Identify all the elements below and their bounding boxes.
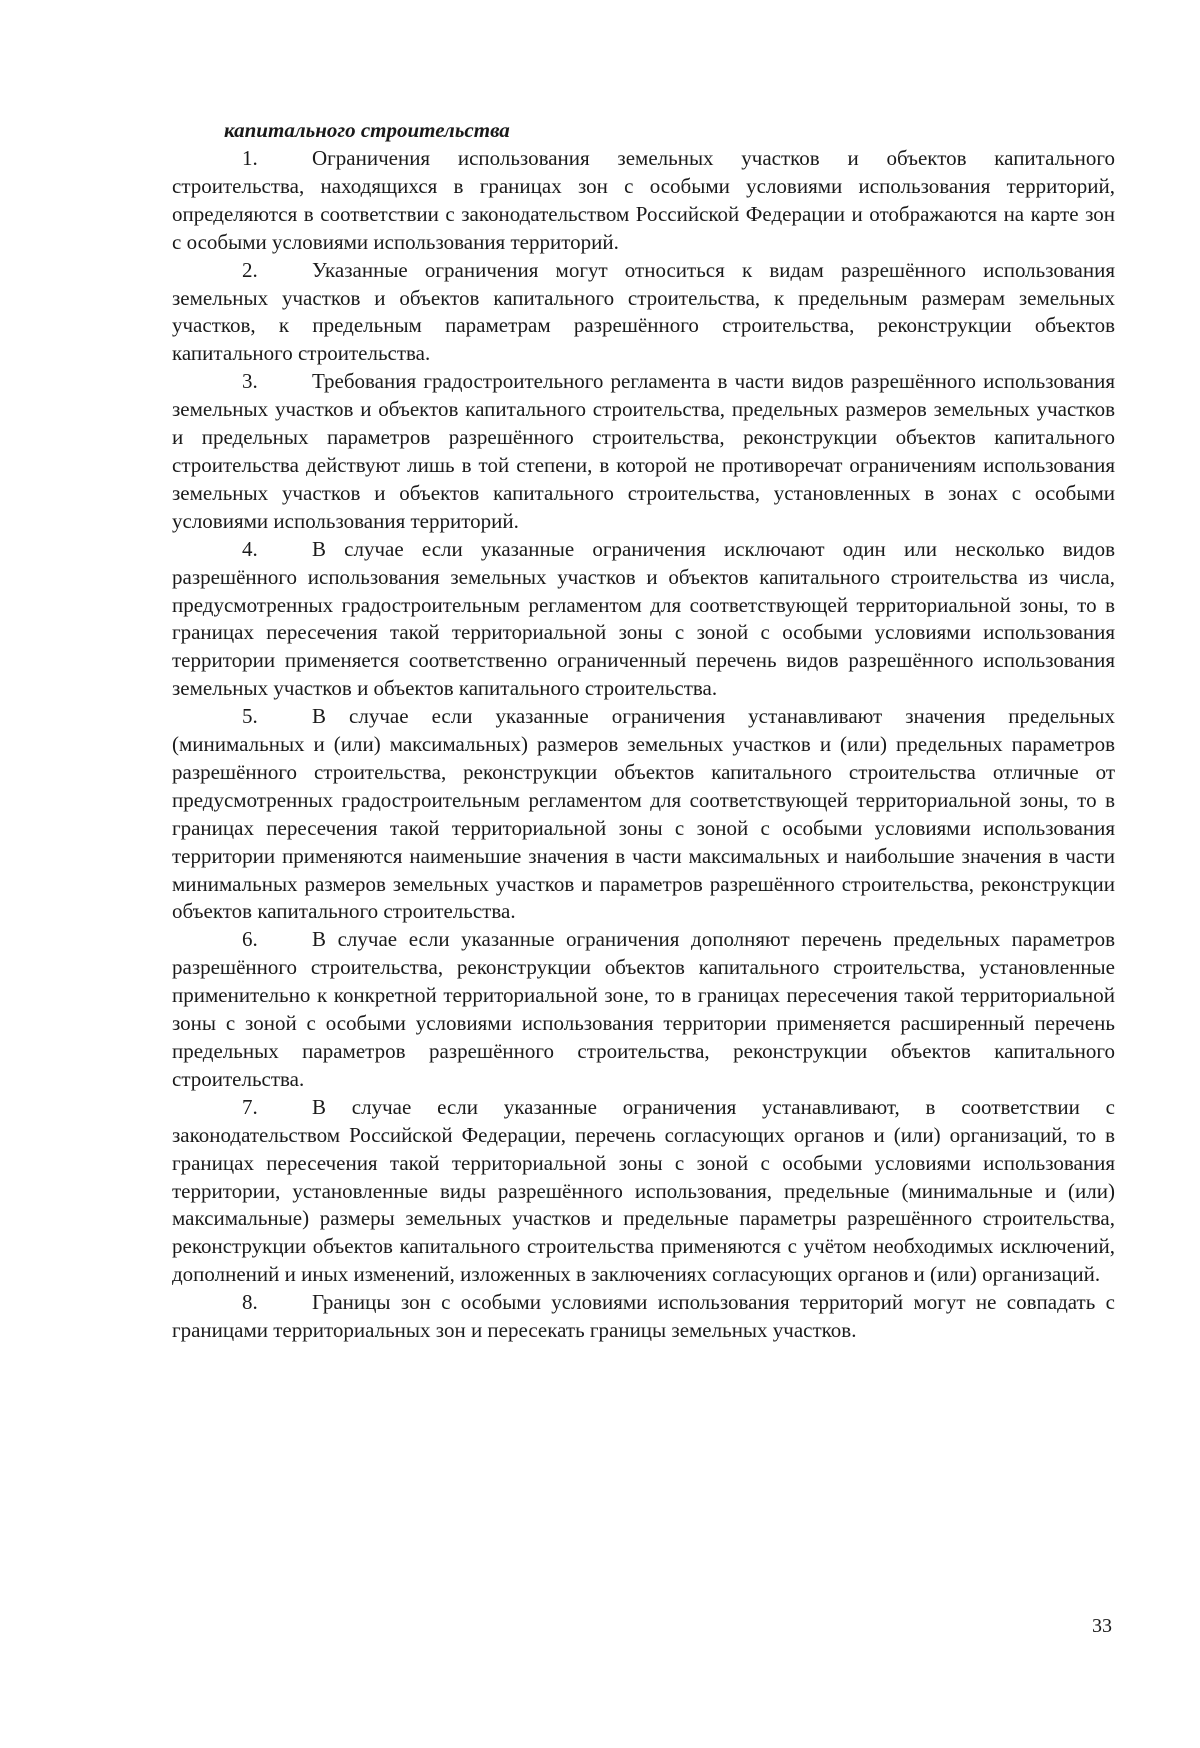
section-heading: капитального строительства [224,118,510,142]
paragraph-text: Границы зон с особыми условиями использования территорий могут не совпадать с границами территориальных зон и пересекать границы земельных участков. [172,1290,1115,1343]
paragraph-8 [172,1289,1115,1345]
paragraph-text: Указанные ограничения могут относиться к видам разрешённого использования земельных участков и объектов капитального строительства, к предельным размерам земельных участков, к предельным параметрам разрешённого строительства, реконструкции объектов капитального строительства. [172,257,1115,366]
paragraph-4 [172,536,1115,703]
paragraph-number: 4. [242,536,258,561]
document-page [172,118,1115,1345]
paragraph-number: 7. [242,1094,258,1119]
paragraph-text: В случае если указанные ограничения устанавливают значения предельных (минимальных и (или) максимальных) размеров земельных участков и (или) предельных параметров разрешённого строительства, реконструкции объектов капитального строительства отличные от предусмотренных градостроительным регламентом для соответствующей территориальной зоны, то в границах пересечения такой территориальной зоны с зоной с особыми условиями использования территории применяются наименьшие значения в части максимальных и наибольшие значения в части минимальных размеров земельных участков и параметров разрешённого строительства, реконструкции объектов капитального строительства. [172,704,1115,924]
paragraph-text: В случае если указанные ограничения дополняют перечень предельных параметров разрешённого строительства, реконструкции объектов капитального строительства, установленные применительно к конкретной территориальной зоне, то в границах пересечения такой территориальной зоны с зоной с особыми условиями использования территории применяется расширенный перечень предельных параметров разрешённого строительства, реконструкции объектов капитального строительства. [172,927,1115,1091]
paragraph-3 [172,368,1115,535]
paragraph-2 [172,257,1115,369]
paragraph-number: 1. [242,146,258,170]
page-number: 33 [1092,1615,1112,1637]
paragraph-number: 8. [242,1290,258,1315]
paragraph-6 [172,926,1115,1093]
paragraph-text: В случае если указанные ограничения исключают один или несколько видов разрешённого использования земельных участков и объектов капитального строительства из числа, предусмотренных градостроительным регламентом для соответствующей территориальной зоны, то в границах пересечения такой территориальной зоны с зоной с особыми условиями использования территории применяется соответственно ограниченный перечень видов разрешённого использования земельных участков и объектов капитального строительства. [172,536,1115,701]
paragraph-number: 3. [242,369,258,394]
paragraph-text: В случае если указанные ограничения устанавливают, в соответствии с законодательством Российской Федерации, перечень согласующих органов и (или) организаций, то в границах пересечения такой территориальной зоны с зоной с особыми условиями использования территории, установленные виды разрешённого использования, предельные (минимальные и (или) максимальные) размеры земельных участков и предельные параметры разрешённого строительства, реконструкции объектов капитального строительства применяются с учётом необходимых исключений, дополнений и иных изменений, изложенных в заключениях согласующих органов и (или) организаций. [172,1094,1115,1287]
paragraph-number: 6. [242,927,258,952]
paragraph-number: 5. [242,704,258,729]
paragraph-text: Требования градостроительного регламента в части видов разрешённого использования земельных участков и объектов капитального строительства, предельных размеров земельных участков и предельных параметров разрешённого строительства, реконструкции объектов капитального строительства действуют лишь в той степени, в которой не противоречат ограничениям использования земельных участков и объектов капитального строительства, установленных в зонах с особыми условиями использования территорий. [172,369,1115,533]
paragraph-5 [172,703,1115,926]
paragraph-number: 2. [242,257,258,282]
paragraph-1 [172,145,1115,257]
paragraph-7 [172,1094,1115,1289]
paragraph-text: Ограничения использования земельных участков и объектов капитального строительства, находящихся в границах зон с особыми условиями использования территорий, определяются в соответствии с законодательством Российской Федерации и отображаются на карте зон с особыми условиями использования территорий. [172,146,1115,254]
